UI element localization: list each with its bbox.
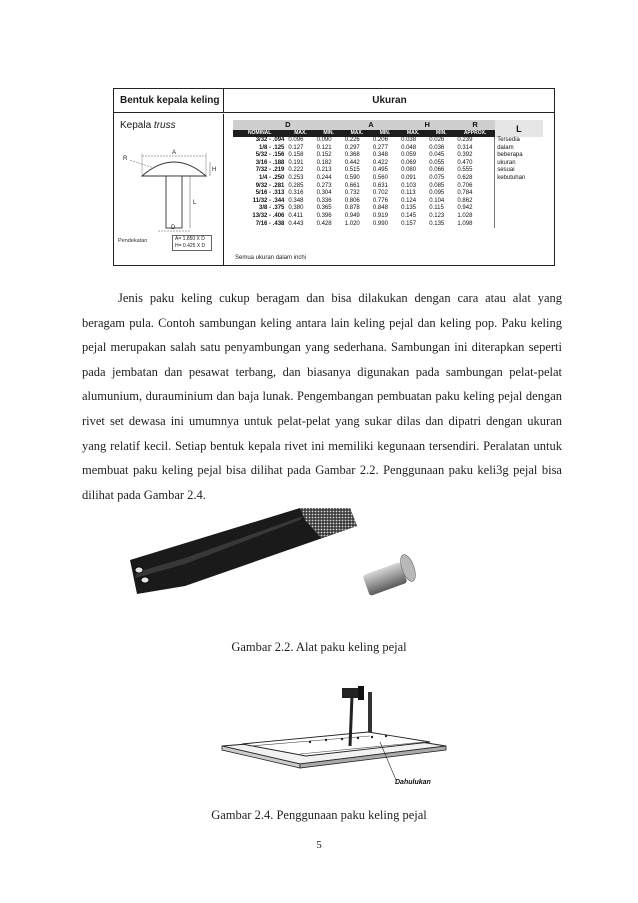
- sub-a-min: MIN.: [371, 130, 399, 137]
- sub-h-min: MIN.: [427, 130, 455, 137]
- dahulukan-label: Dahulukan: [395, 779, 431, 786]
- size-cell: 0.919: [372, 212, 388, 219]
- l-note-line: beberapa: [497, 152, 523, 159]
- ratio-box: [172, 235, 212, 251]
- dim-r-label: R: [123, 156, 128, 162]
- sub-d-min: MIN.: [315, 130, 343, 137]
- figure-2-2-caption: Gambar 2.2. Alat paku keling pejal: [231, 640, 407, 654]
- size-cell: 0.222: [288, 167, 304, 174]
- nominal-cell: 5/32 - .156: [255, 152, 285, 159]
- kepala-truss-label: Kepala truss: [120, 120, 176, 131]
- truss-rivet-diagram: [118, 136, 218, 234]
- size-cell: 0.085: [429, 182, 445, 189]
- size-cell: 0.104: [429, 197, 445, 204]
- size-cell: 0.428: [316, 220, 332, 227]
- size-cell: 0.091: [401, 174, 417, 181]
- size-cell: 0.316: [288, 190, 304, 197]
- head-shape-cell: [114, 114, 224, 266]
- table-footnote: Semua ukuran dalam inchi: [235, 255, 307, 261]
- size-cell: 0.336: [316, 197, 332, 204]
- size-cell: 0.949: [344, 212, 360, 219]
- size-cell: 1.028: [457, 212, 473, 219]
- tool-end-hole-1: [135, 567, 143, 573]
- nominal-cell: 13/32 - .406: [252, 212, 285, 219]
- group-h: H: [399, 120, 455, 130]
- l-note-line: Tersedia: [497, 137, 520, 143]
- size-cell: 0.273: [316, 182, 332, 189]
- pendekatan-label: Pendekatan: [118, 238, 148, 244]
- size-cell: 0.470: [457, 159, 473, 166]
- rivet-pin: [362, 562, 407, 596]
- size-cell: 0.239: [457, 137, 473, 143]
- size-cell: 0.206: [372, 137, 388, 143]
- size-cell: 0.182: [316, 159, 332, 166]
- size-cell: 0.059: [401, 152, 417, 159]
- size-cell: 0.152: [316, 152, 332, 159]
- nominal-cell: 1/8 - .125: [259, 144, 285, 151]
- dim-d-label: D: [171, 225, 176, 231]
- size-cell: 1.098: [457, 220, 473, 227]
- size-cell: 0.121: [316, 144, 332, 151]
- size-cell: 0.661: [344, 182, 360, 189]
- size-cell: 0.442: [344, 159, 360, 166]
- header-bentuk-kepala: Bentuk kepala keling: [114, 89, 224, 113]
- table-header-row: [114, 89, 554, 113]
- size-cell: 0.555: [457, 167, 473, 174]
- table-row: [233, 137, 543, 145]
- sub-r-approx: APPROX.: [455, 130, 494, 137]
- group-l: L: [495, 120, 543, 137]
- size-cell: 0.495: [372, 167, 388, 174]
- size-cell: 0.590: [344, 174, 360, 181]
- size-cell: 0.706: [457, 182, 473, 189]
- group-d: D: [233, 120, 343, 130]
- l-note-line: ukuran: [497, 159, 516, 166]
- size-cell: 0.096: [288, 137, 304, 143]
- nominal-cell: 3/32 - .094: [255, 137, 285, 143]
- size-cell: 0.038: [401, 137, 417, 143]
- size-cell: 0.560: [372, 174, 388, 181]
- size-cell: 0.026: [429, 137, 445, 143]
- size-cell: 0.368: [344, 152, 360, 159]
- l-note-cell: [495, 137, 543, 228]
- size-cell: 0.628: [457, 174, 473, 181]
- size-cell: 0.297: [344, 144, 360, 151]
- size-cell: 0.213: [316, 167, 332, 174]
- size-cell: 0.443: [288, 220, 304, 227]
- nominal-cell: 1/4 - .250: [259, 174, 285, 181]
- size-cell: 0.515: [344, 167, 360, 174]
- sub-h-max: MAX.: [399, 130, 427, 137]
- group-r: R: [455, 120, 494, 130]
- size-cell: 0.244: [316, 174, 332, 181]
- size-cell: 0.080: [401, 167, 417, 174]
- size-cell: 0.253: [288, 174, 304, 181]
- size-cell: 0.396: [316, 212, 332, 219]
- size-cell: 0.090: [316, 137, 332, 143]
- nominal-cell: 11/32 - .344: [252, 197, 285, 204]
- sub-a-max: MAX.: [343, 130, 371, 137]
- size-cell: 0.103: [401, 182, 417, 189]
- size-cell: 0.848: [372, 205, 388, 212]
- nominal-cell: 7/16 - .438: [255, 220, 285, 227]
- size-cell: 0.157: [401, 220, 417, 227]
- header-ukuran: Ukuran: [372, 95, 407, 106]
- size-cell: 0.732: [344, 190, 360, 197]
- size-cell: 0.069: [401, 159, 417, 166]
- size-cell: 0.806: [344, 197, 360, 204]
- sub-d-max: MAX.: [286, 130, 314, 137]
- size-cell: 0.862: [457, 197, 473, 204]
- rivet-usage-figure: [220, 684, 450, 784]
- ratio-h: H= 0.425 X D: [175, 243, 206, 249]
- dim-a-label: A: [172, 150, 177, 156]
- rivet-spec-table: [113, 88, 555, 266]
- size-cell: 0.095: [429, 190, 445, 197]
- size-cell: 0.878: [344, 205, 360, 212]
- size-cell: 0.380: [288, 205, 304, 212]
- size-cell: 1.020: [344, 220, 360, 227]
- size-cell: 0.631: [372, 182, 388, 189]
- rivet-set-tool-figure: [125, 498, 455, 618]
- size-cell: 0.135: [429, 220, 445, 227]
- nominal-cell: 3/8 - .375: [259, 205, 285, 212]
- hammer-handle: [350, 696, 352, 746]
- size-cell: 0.990: [372, 220, 388, 227]
- size-cell: 0.113: [401, 190, 416, 197]
- nominal-cell: 7/32 - .219: [255, 167, 285, 174]
- nominal-cell: 9/32 - .281: [255, 182, 285, 189]
- size-cell: 0.226: [344, 137, 360, 143]
- ratio-a: A= 1.850 X D: [175, 236, 205, 242]
- page-number: 5: [316, 839, 322, 851]
- body-paragraph: Jenis paku keling cukup beragam dan bisa dilakukan dengan cara atau alat yang beragam pula. Contoh sambungan keling antara lain keling pejal dan keling pop. Paku keling pejal merupakan salah satu penyambungan yang sederhana. Sambungan ini diterapkan seperti pada jembatan dan pesawat terbang, dan biasanya digunakan pada sambungan pelat-pelat alumunium, durauminium dan baja lunak. Pengembangan pembuatan paku keling pejal dengan rivet set dewasa ini umumnya untuk pelat-pelat yang sukar dilas dan dipatri dengan ukuran yang relatif kecil. Setiap bentuk kepala rivet ini memiliki kegunaan tersendiri. Peralatan untuk membuat paku keling pejal bisa dilihat pada Gambar 2.2. Penggunaan paku keli3g pejal bisa dilihat pada Gambar 2.4.: [82, 291, 562, 502]
- size-cell: 0.702: [372, 190, 388, 197]
- l-note-line: dalam: [497, 144, 514, 151]
- size-cell: 0.191: [288, 159, 304, 166]
- sub-nominal: NOMINAL: [233, 130, 286, 137]
- tool-end-hole-2: [141, 577, 149, 583]
- size-cell: 0.075: [429, 174, 445, 181]
- size-cell: 0.277: [372, 144, 388, 151]
- size-cell: [225, 114, 554, 266]
- dim-l-label: L: [193, 200, 197, 206]
- size-cell: 0.784: [457, 190, 473, 197]
- size-cell: 0.127: [288, 144, 304, 151]
- size-cell: 0.285: [288, 182, 304, 189]
- size-cell: 0.048: [401, 144, 417, 151]
- size-cell: 0.135: [401, 205, 417, 212]
- size-cell: 0.348: [288, 197, 304, 204]
- size-cell: 0.045: [429, 152, 445, 159]
- size-cell: 0.066: [429, 167, 445, 174]
- dim-h-label: H: [212, 167, 217, 173]
- l-note-line: kebutuhan: [497, 174, 526, 181]
- figure-2-4-caption: Gambar 2.4. Penggunaan paku keling pejal: [211, 808, 427, 822]
- size-cell: 0.055: [429, 159, 445, 166]
- size-cell: 0.124: [401, 197, 417, 204]
- size-cell: 0.422: [372, 159, 388, 166]
- size-cell: 0.411: [288, 212, 303, 219]
- size-cell: 0.314: [457, 144, 473, 151]
- l-note-line: sesuai: [497, 167, 515, 174]
- size-cell: 0.942: [457, 205, 473, 212]
- size-grid: [233, 120, 543, 228]
- size-cell: 0.304: [316, 190, 332, 197]
- size-cell: 0.348: [372, 152, 388, 159]
- size-cell: 0.145: [401, 212, 417, 219]
- group-a: A: [343, 120, 399, 130]
- size-cell: 0.036: [429, 144, 445, 151]
- size-cell: 0.776: [372, 197, 388, 204]
- size-cell: 0.392: [457, 152, 473, 159]
- nominal-cell: 3/16 - .188: [255, 159, 285, 166]
- size-cell: 0.115: [429, 205, 444, 212]
- size-cell: 0.365: [316, 205, 332, 212]
- size-cell: 0.123: [429, 212, 445, 219]
- nominal-cell: 5/16 - .313: [255, 190, 285, 197]
- rivet-set-in-use: [368, 692, 372, 732]
- size-cell: 0.158: [288, 152, 304, 159]
